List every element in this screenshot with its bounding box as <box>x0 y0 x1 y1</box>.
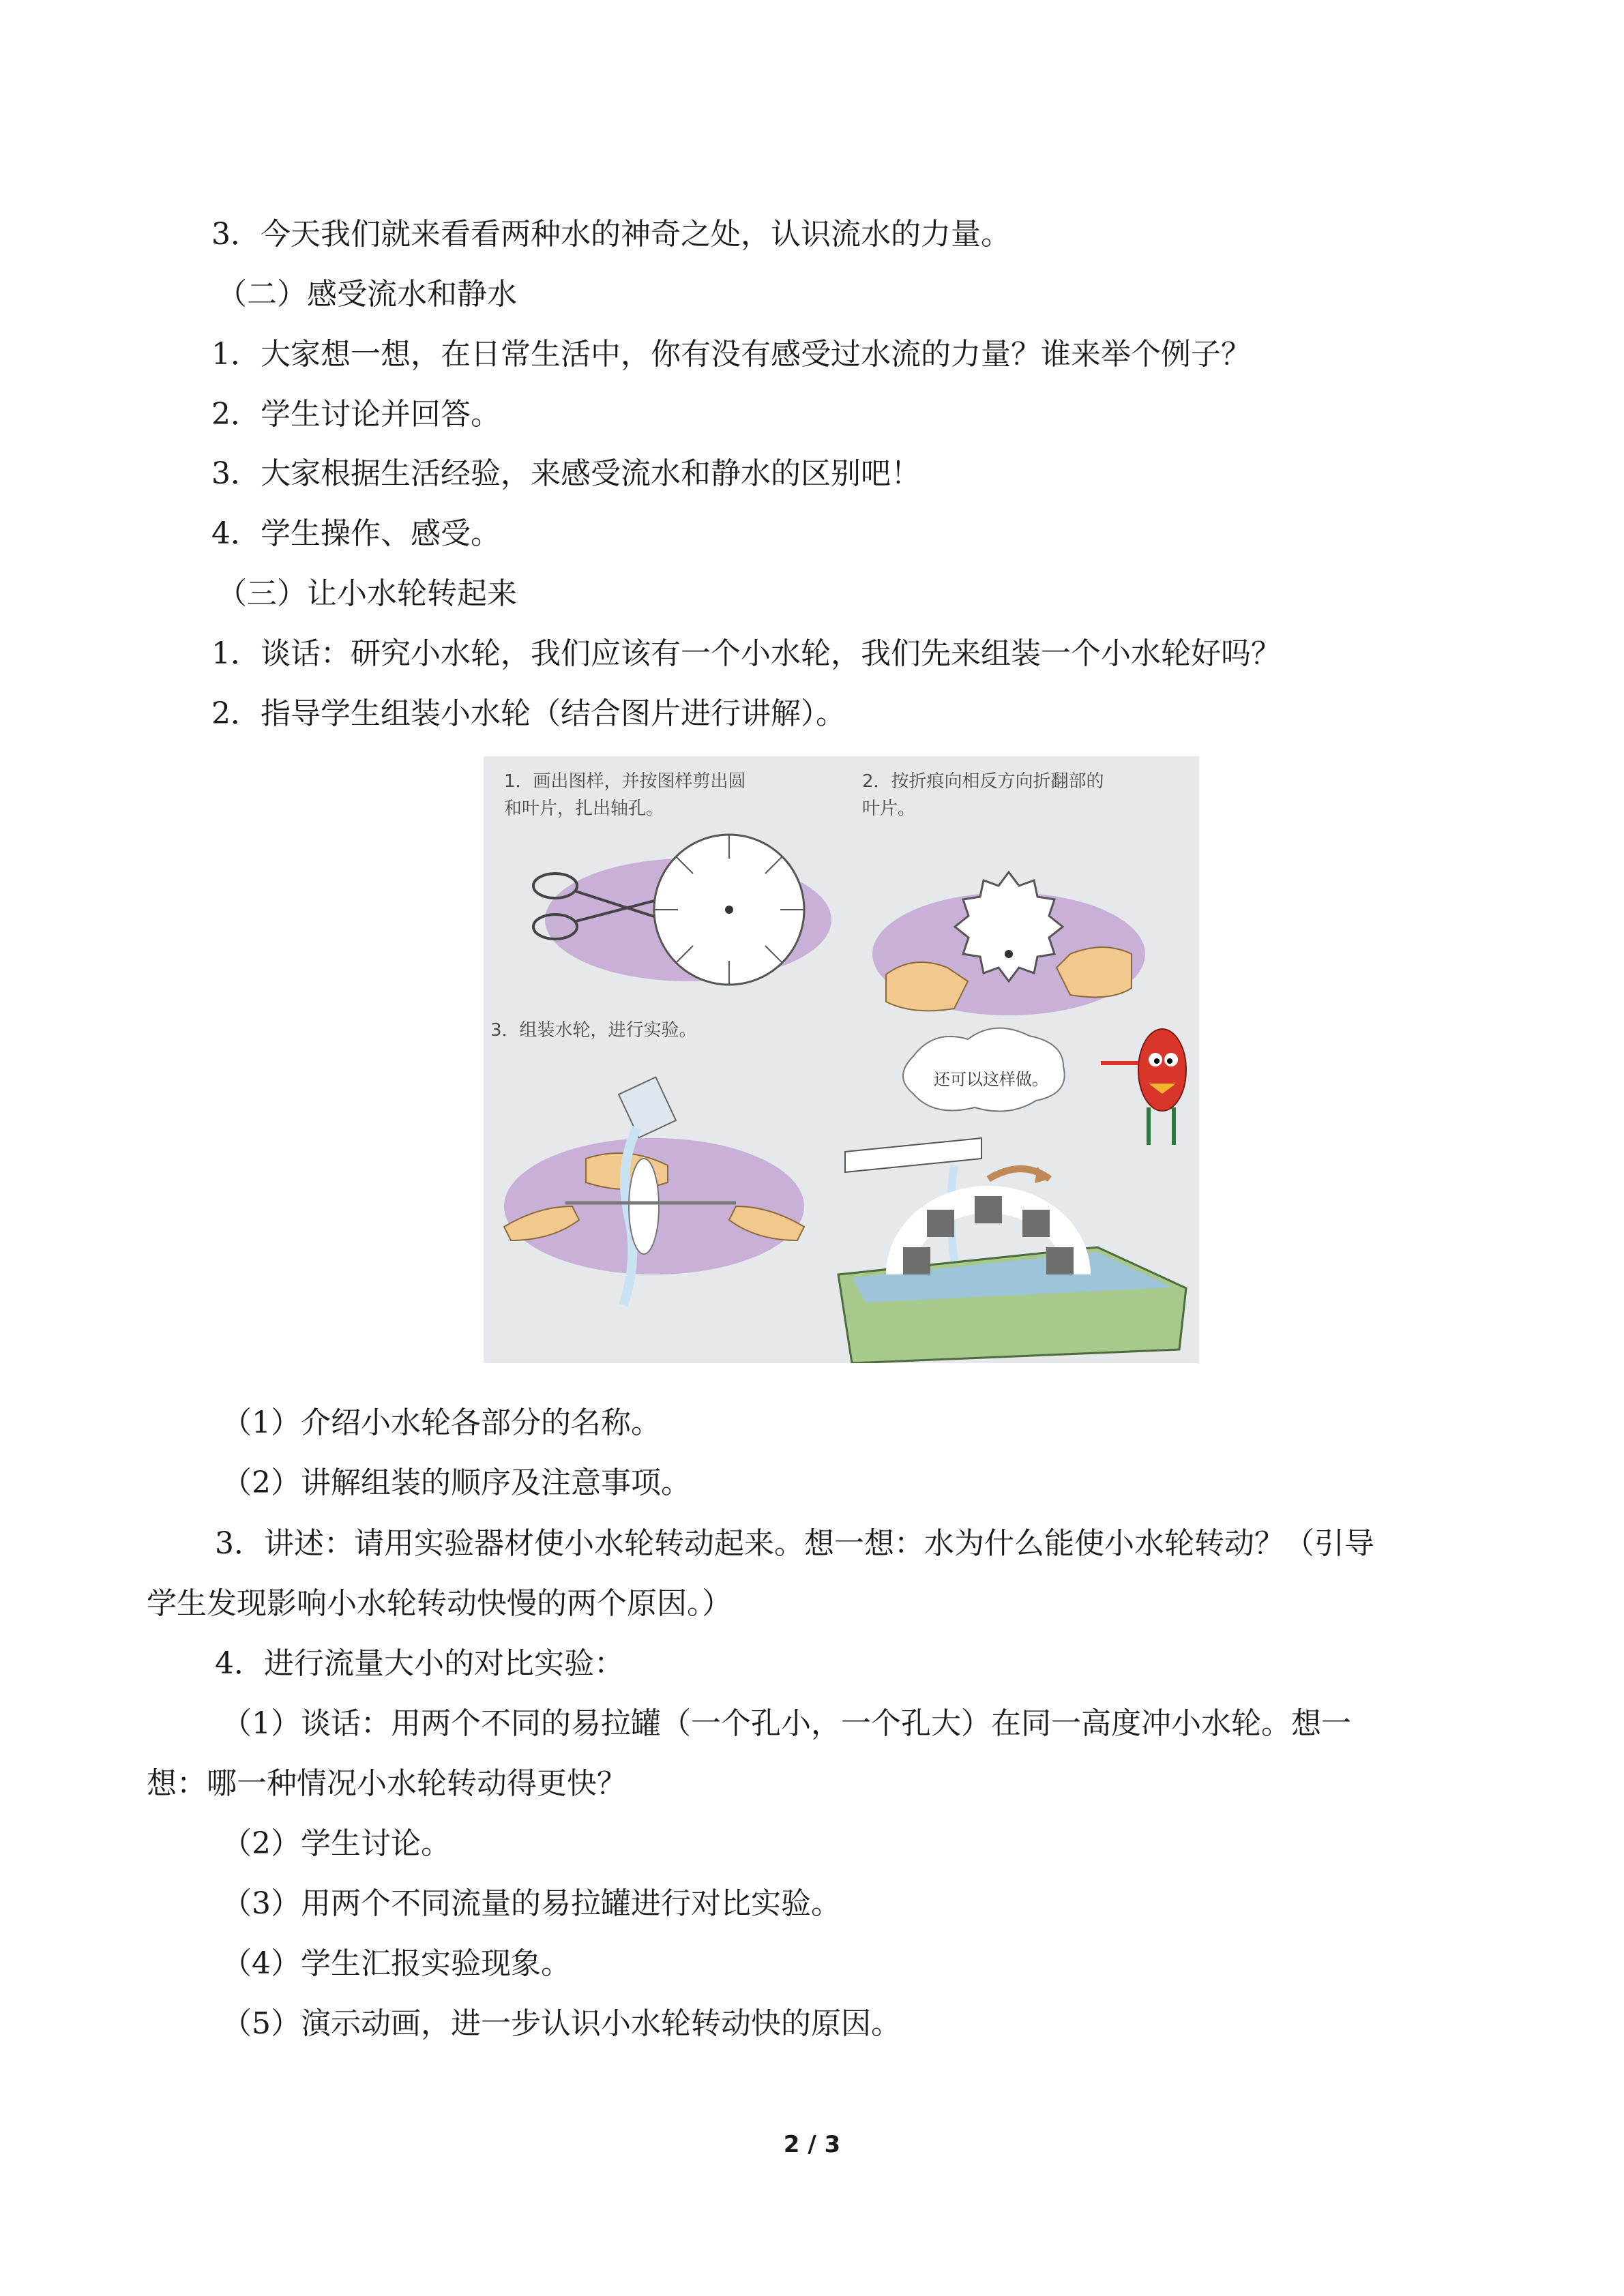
text-line: （1）介绍小水轮各部分的名称。 <box>222 1405 661 1440</box>
step2-caption-2: 叶片。 <box>862 799 916 819</box>
text-line: （2）讲解组装的顺序及注意事项。 <box>222 1465 691 1500</box>
step2-caption-1: 2．按折痕向相反方向折翻部的 <box>862 771 1104 792</box>
text-line: 想：哪一种情况小水轮转动得更快？ <box>147 1766 627 1801</box>
text-line: 1．大家想一想，在日常生活中，你有没有感受过水流的力量？谁来举个例子？ <box>211 337 1251 372</box>
page-number: 2 / 3 <box>783 2131 841 2158</box>
text-line: （4）学生汇报实验现象。 <box>222 1946 571 1981</box>
speech-bubble-text: 还可以这样做。 <box>934 1070 1048 1089</box>
step1-caption-1: 1．画出图样，并按图样剪出圆 <box>504 771 746 792</box>
step3-caption: 3．组装水轮，进行实验。 <box>490 1020 697 1041</box>
text-line: （3）用两个不同流量的易拉罐进行对比实验。 <box>222 1886 841 1921</box>
text-line: 2．指导学生组装小水轮（结合图片进行讲解）。 <box>211 696 846 731</box>
text-line: （5）演示动画，进一步认识小水轮转动快的原因。 <box>222 2006 901 2041</box>
text-line: 3．讲述：请用实验器材使小水轮转动起来。想一想：水为什么能使小水轮转动？（引导 <box>215 1526 1374 1561</box>
text-line: （2）学生讨论。 <box>222 1826 451 1861</box>
text-line: （1）谈话：用两个不同的易拉罐（一个孔小，一个孔大）在同一高度冲小水轮。想一 <box>222 1706 1351 1741</box>
section-heading: （三）让小水轮转起来 <box>217 576 517 611</box>
text-line: 3．大家根据生活经验，来感受流水和静水的区别吧！ <box>211 456 921 491</box>
text-line: 4．进行流量大小的对比实验： <box>215 1646 624 1681</box>
step1-caption-2: 和叶片，扎出轴孔。 <box>504 799 664 819</box>
text-line: 学生发现影响小水轮转动快慢的两个原因。） <box>147 1586 732 1621</box>
text-line: 2．学生讨论并回答。 <box>211 397 501 432</box>
section-heading: （二）感受流水和静水 <box>217 277 517 312</box>
text-line: 3．今天我们就来看看两种水的神奇之处，认识流水的力量。 <box>211 217 1011 252</box>
water-wheel-illustration <box>484 756 1199 1363</box>
text-line: 4．学生操作、感受。 <box>211 516 501 551</box>
text-line: 1．谈话：研究小水轮，我们应该有一个小水轮，我们先来组装一个小水轮好吗？ <box>211 636 1281 671</box>
